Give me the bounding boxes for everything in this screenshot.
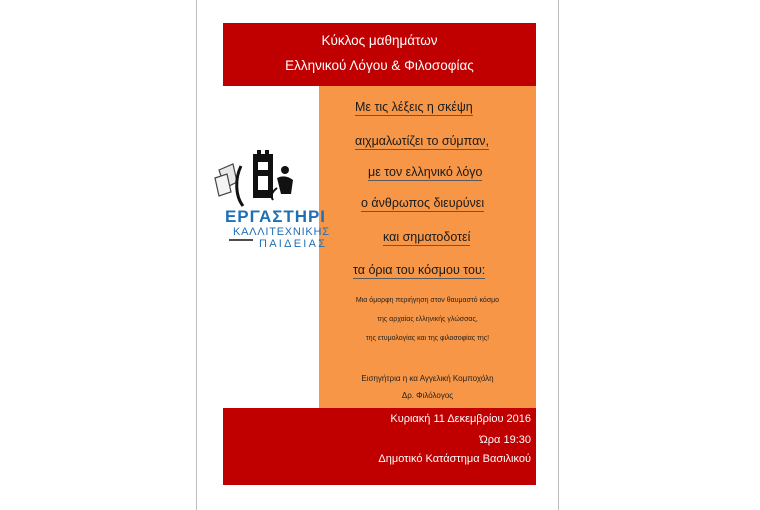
event-band	[223, 408, 536, 485]
description-line-2: της αρχαίας ελληνικής γλώσσας,	[377, 316, 478, 323]
logo-text-2: ΚΑΛΛΙΤΕΧΝΙΚΗΣ	[233, 226, 329, 238]
page-edge-right	[558, 0, 559, 510]
event-date: Κυριακή 11 Δεκεμβρίου 2016	[390, 413, 531, 425]
quote-line-2: αιχμαλωτίζει το σύμπαν,	[355, 134, 490, 148]
header-band	[223, 23, 536, 86]
quote-line-3: με τον ελληνικό λόγο	[368, 165, 483, 179]
header-line-1: Κύκλος μαθημάτων	[321, 33, 438, 48]
theatre-masks-icon	[215, 164, 237, 196]
header-line-2: Ελληνικού Λόγου & Φιλοσοφίας	[285, 58, 474, 73]
logo-text-1: ΕΡΓΑΣΤΗΡΙ	[225, 207, 325, 226]
logo-text-3: ΠΑΙΔΕΙΑΣ	[259, 238, 325, 250]
quote-line-6: τα όρια του κόσμου του:	[353, 263, 486, 277]
description-line-3: της ετυμολογίας και της φιλοσοφίας της!	[365, 335, 490, 342]
quote-line-5: και σηματοδοτεί	[383, 230, 471, 244]
page-edge-left	[196, 0, 197, 510]
tower-icon	[237, 150, 273, 206]
speaker-line-2: Δρ. Φιλόλογος	[401, 391, 454, 400]
description-line-1: Μια όμορφη περιήγηση στον θαυμαστό κόσμο	[355, 297, 500, 304]
workshop-logo	[213, 148, 340, 253]
event-venue: Δημοτικό Κατάστημα Βασιλικού	[378, 453, 531, 465]
quote-line-4: ο άνθρωπος διευρύνει	[361, 196, 485, 210]
figure-icon	[272, 166, 293, 200]
event-time: Ώρα 19:30	[479, 434, 531, 446]
speaker-line-1: Εισηγήτρια η κα Αγγελική Κομποχόλη	[361, 374, 494, 383]
quote-line-1: Με τις λέξεις η σκέψη	[355, 100, 473, 114]
